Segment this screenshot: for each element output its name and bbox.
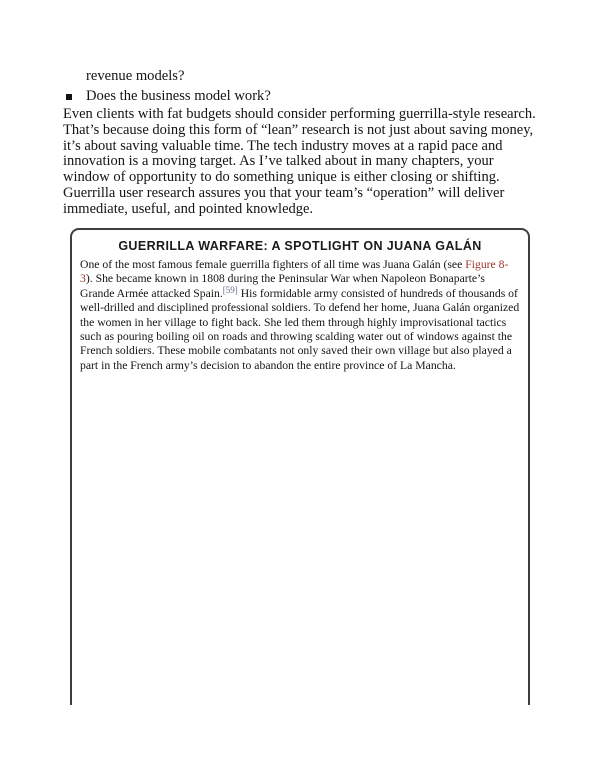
sidebar-text-segment: One of the most famous female guerrilla fighters of all time was Juana Galán (see (80, 258, 466, 271)
list-item-label: Does the business model work? (86, 88, 271, 104)
body-paragraph: Even clients with fat budgets should consider performing guerrilla-style research. That’s because doing this form of “lean” research is not just about saving money, it’s about saving valuable time. The tech industry moves at a rapid pace and innovation is a moving target. As I’ve talked about in many chapters, your window of opportunity to do something unique is either closing or shifting. Guerrilla user research assures you that your team’s “operation” will deliver immediate, useful, and pointed knowledge. (63, 106, 536, 217)
footnote-link[interactable]: [59] (222, 285, 238, 296)
sidebar-text-segment: ). She became known in 1808 during the Peninsular War when Napoleon Bonaparte’s Grande Armée attacked Spain. (80, 272, 485, 300)
list-item-continuation: revenue models? (86, 68, 185, 84)
sidebar-text-segment: His formidable army consisted of hundreds of thousands of well-drilled and disciplined professional soldiers. To defend her home, Juana Galán organized the women in her village to fight back. She led them through highly improvisational tactics such as pouring boiling oil on roads and throwing scalding water out of windows against the French soldiers. These mobile combatants not only saved their own village but also played a part in the French army’s decision to abandon the entire province of La Mancha. (80, 286, 520, 372)
sidebar-box (70, 228, 530, 705)
sidebar-box-paragraph (80, 258, 521, 373)
bullet-square-icon (66, 94, 72, 100)
figure-link[interactable]: Figure 8-3 (80, 258, 509, 286)
list-item (66, 88, 271, 105)
sidebar-box-title: GUERRILLA WARFARE: A SPOTLIGHT ON JUANA GALÁN (118, 239, 482, 253)
